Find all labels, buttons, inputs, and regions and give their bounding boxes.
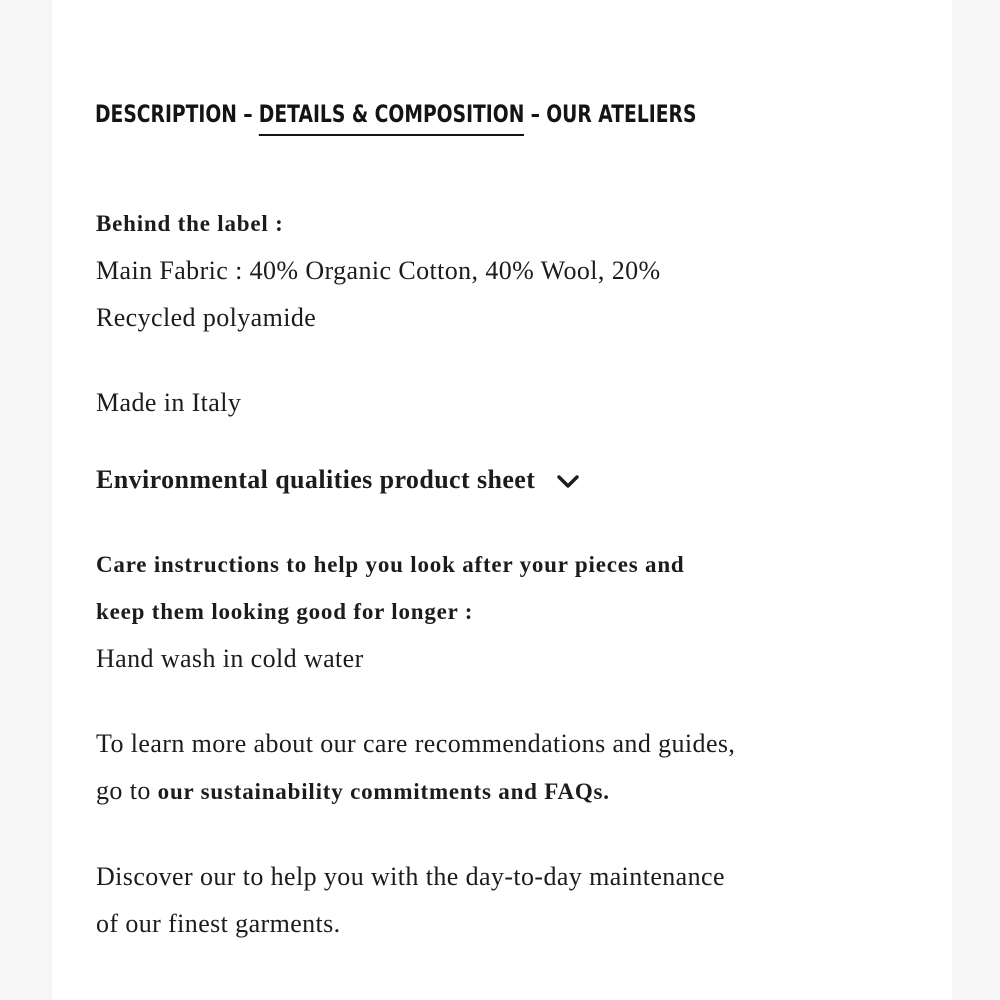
discover-line1: Discover our to help you with the day-to-day maintenance	[96, 862, 725, 891]
fabric-composition-line1: Main Fabric : 40% Organic Cotton, 40% Wool, 20%	[96, 256, 661, 285]
label-heading: Behind the label :	[96, 211, 284, 236]
made-in-text: Made in Italy	[96, 388, 242, 417]
learn-more-line1: To learn more about our care recommendations and guides,	[96, 729, 736, 758]
tab-separator: –	[243, 100, 253, 128]
tab-details-composition[interactable]: DETAILS & COMPOSITION	[259, 100, 525, 136]
environmental-sheet-toggle[interactable]	[96, 456, 579, 503]
environmental-sheet-label: Environmental qualities product sheet	[96, 465, 536, 494]
learn-more-prefix: go to	[96, 776, 151, 805]
fabric-composition-line2: Recycled polyamide	[96, 303, 317, 332]
product-tabs	[95, 100, 696, 128]
care-instruction: Hand wash in cold water	[96, 644, 364, 673]
tab-separator: –	[530, 100, 540, 128]
sustainability-faq-link[interactable]: our sustainability commitments and FAQs.	[157, 779, 610, 804]
care-heading-line1: Care instructions to help you look after your pieces and	[96, 552, 685, 577]
tab-description[interactable]: DESCRIPTION	[95, 100, 237, 128]
chevron-down-icon	[557, 475, 579, 489]
discover-line2: of our finest garments.	[96, 909, 341, 938]
care-heading-line2: keep them looking good for longer :	[96, 599, 474, 624]
tab-our-ateliers[interactable]: OUR ATELIERS	[546, 100, 697, 128]
details-composition-content	[96, 200, 916, 947]
